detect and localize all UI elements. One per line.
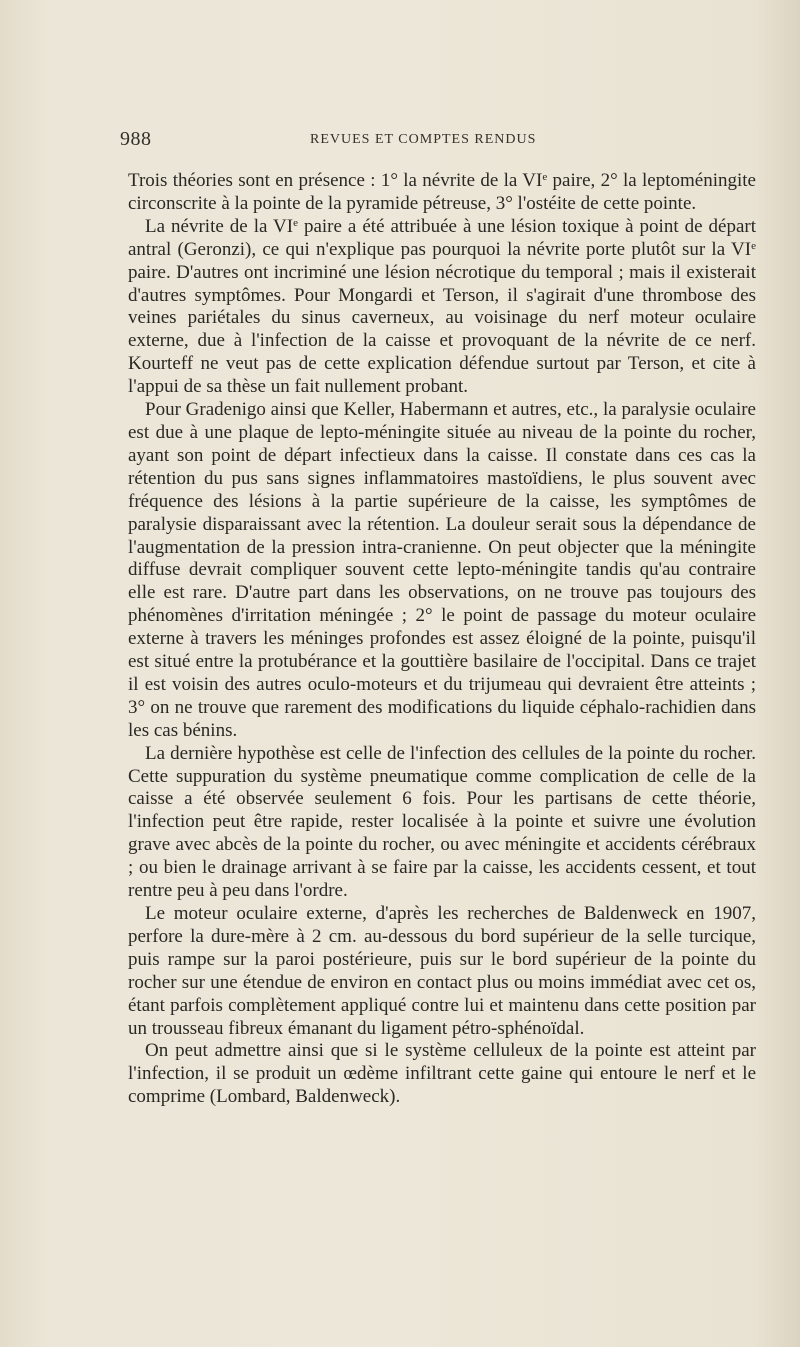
running-title: REVUES ET COMPTES RENDUS bbox=[310, 132, 537, 147]
paragraph-gradenigo: Pour Gradenigo ainsi que Keller, Habermann et autres, etc., la paralysie oculaire est due à une plaque de lepto-méningite située au niveau de la pointe du rocher, ayant son point de départ infectieux dans la caisse. Il constate dans ces cas la rétention du pus sans signes inflammatoires mastoïdiens, le plus souvent avec fréquence des lésions à la partie supérieure de la caisse, les symptômes de paralysie disparaissant avec la rétention. La douleur serait sous la dépendance de l'augmentation de la pression intra-cranienne. On peut objecter que la méningite diffuse devrait compliquer souvent cette lepto-méningite tandis qu'au contraire elle est rare. D'autre part dans les observations, on ne trouve pas toujours des phénomènes d'irritation méningée ; 2° le point de passage du moteur oculaire externe à travers les méninges profondes est assez éloigné de la pointe, puisqu'il est situé entre la protubérance et la gouttière basilaire de l'occipital. Dans ce trajet il est voisin des autres oculo-moteurs et du trijumeau qui devraient être atteints ; 3° on ne trouve que rarement des modifications du liquide céphalo-rachidien dans les cas bénins. bbox=[128, 399, 756, 741]
paragraph-derniere-hypothese: La dernière hypothèse est celle de l'infection des cellules de la pointe du rocher. Cette suppuration du système pneumatique comme complication de celle de la caisse a été observée seulement 6 fois. Pour les partisans de cette théorie, l'infection peut être rapide, rester localisée à la pointe et suivre une évolution grave avec abcès de la pointe du rocher, ou avec méningite et accidents cérébraux ; ou bien le drainage arrivant à se faire par la caisse, les accidents cessent, et tout rentre peu à peu dans l'ordre. bbox=[128, 742, 756, 902]
paragraph-nevrite: La névrite de la VIe paire a été attribuée à une lésion toxique à point de départ antral (Geronzi), ce qui n'explique pas pourquoi la névrite porte plutôt sur la VIe paire. D'autres ont incriminé une lésion nécrotique du temporal ; mais il existerait d'autres symptômes. Pour Mongardi et Terson, il s'agirait d'une thrombose des veines pariétales du sinus caverneux, au voisinage du nerf moteur oculaire externe, due à l'infection de la caisse et provoquant de la névrite de ce nerf. Kourteff ne veut pas de cette explication défendue surtout par Terson, et cite à l'appui de sa thèse un fait nullement probant. bbox=[128, 215, 756, 398]
page-number: 988 bbox=[120, 128, 152, 150]
paragraph-conclusion: On peut admettre ainsi que si le système celluleux de la pointe est atteint par l'infection, il se produit un œdème infiltrant cette gaine qui entoure le nerf et le comprime (Lombard, Baldenweck). bbox=[128, 1040, 756, 1108]
paragraph-moteur-oculaire: Le moteur oculaire externe, d'après les recherches de Baldenweck en 1907, perfore la dure-mère à 2 cm. au-dessous du bord supérieur de la selle turcique, puis rampe sur la paroi postérieure, puis sur le bord supérieur de la pointe du rocher sur une étendue de environ en contact plus ou moins immédiat avec cet os, étant parfois complètement appliqué contre lui et maintenu dans cette position par un trousseau fibreux émanant du ligament pétro-sphénoïdal. bbox=[128, 903, 756, 1039]
paragraph-theories: Trois théories sont en présence : 1° la névrite de la VIe paire, 2° la leptoméningite circonscrite à la pointe de la pyramide pétreuse, 3° l'ostéite de cette pointe. bbox=[128, 170, 756, 214]
page-header bbox=[120, 128, 760, 156]
body-text bbox=[128, 170, 756, 1109]
